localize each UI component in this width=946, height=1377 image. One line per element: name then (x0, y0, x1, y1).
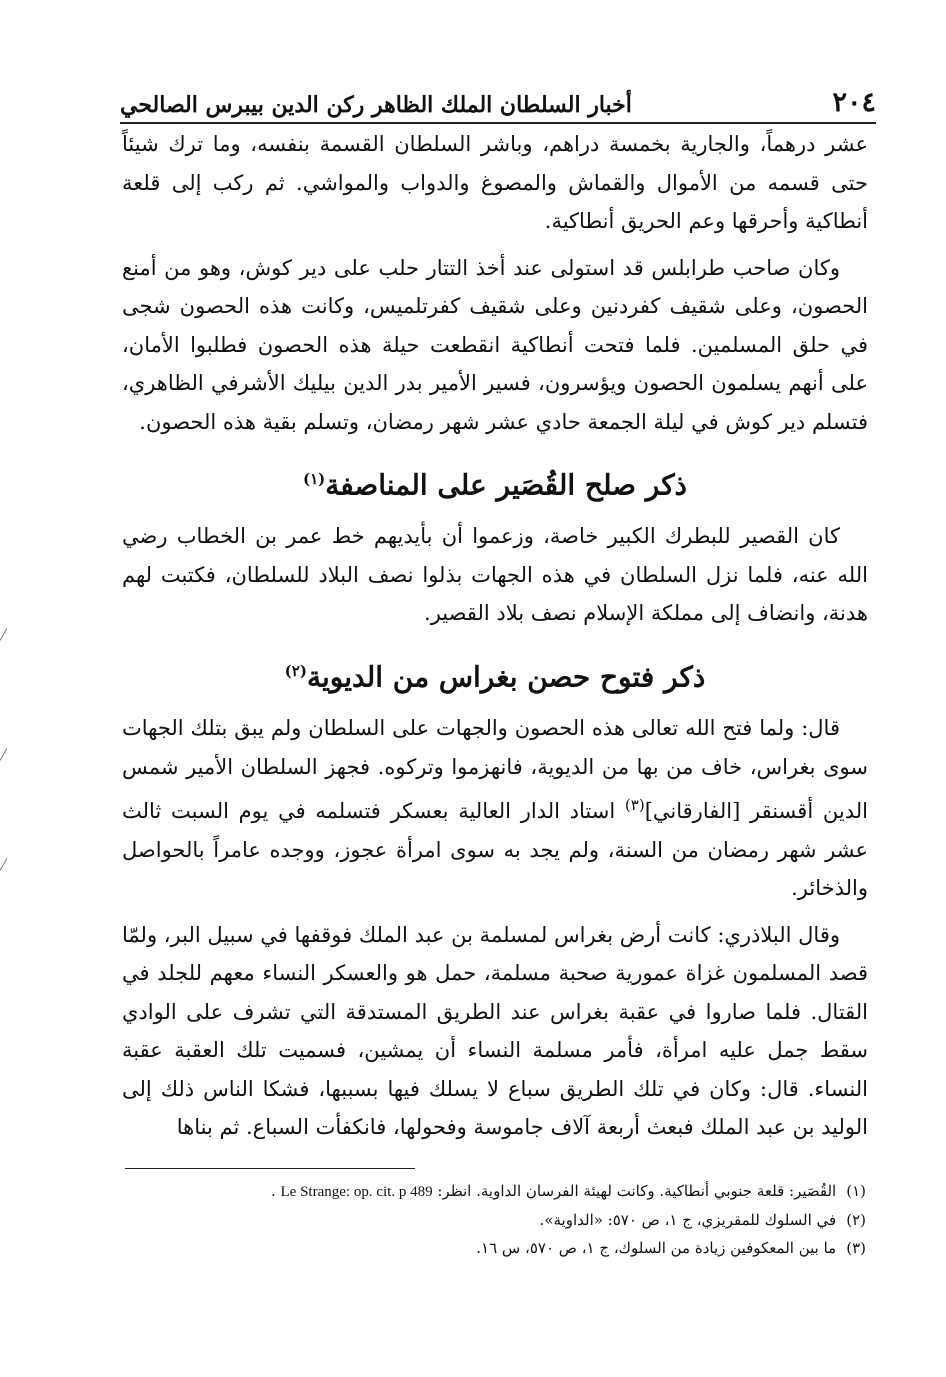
running-header (120, 72, 876, 124)
scan-margin-mark (0, 748, 7, 761)
footnote-3-text: ما بين المعكوفين زيادة من السلوك، ج ١، ص ٥٧٠، س ١٦. (476, 1239, 837, 1257)
section-heading-baghras (122, 647, 868, 701)
heading-qusayr-note: (١) (302, 470, 326, 488)
footnote-1-arabic: القُصَير: قلعة جنوبي أنطاكية. وكانت لهيئة الفرسان الداوية. انظر: (437, 1182, 837, 1200)
footnote-1-reference: Le Strange: op. cit. p 489 (280, 1184, 433, 1200)
footnote-3 (125, 1234, 866, 1262)
footnote-1-number: (١) (846, 1182, 866, 1200)
paragraph-5: وقال البلاذري: كانت أرض بغراس لمسلمة بن عبد الملك فوقفها في سبيل البر، ولمّا قصد المسلمون غزاة عمورية صحبة مسلمة، حمل هو والعسكر النساء معهم للجلد في القتال. فلما صاروا في عقبة بغراس عند الطريق المستدقة التي تشرف على الوادي سقط جمل عليه امرأة، فأمر مسلمة النساء أن يمشين، فسميت تلك العقبة عقبة النساء. قال: وكان في تلك الطريق سباع لا يسلك فيها بسببها، فشكا الناس ذلك إلى الوليد بن عبد الملك فبعث أربعة آلاف جاموسة وفحولها، فانكفأت السباع. ثم بناها (122, 922, 868, 1140)
running-title: أخبار السلطان الملك الظاهر ركن الدين بيبرس الصالحي (120, 92, 632, 118)
footnote-1 (125, 1177, 866, 1206)
scan-margin-mark (0, 858, 7, 871)
heading-qusayr-text: ذكر صلح القُصَير على المناصفة (325, 468, 688, 502)
footnote-2-text: في السلوك للمقريزي، ج ١، ص ٥٧٠: «الداوية». (539, 1211, 837, 1229)
footnote-1-end: . (270, 1182, 276, 1200)
scan-margin-mark (0, 628, 7, 641)
paragraph-4-note: (٣) (624, 796, 645, 815)
main-text (122, 125, 868, 1155)
footnotes (125, 1168, 866, 1262)
heading-baghras-note: (٢) (284, 661, 307, 680)
paragraph-4 (122, 709, 868, 908)
paragraph-3: كان القصير للبطرك الكبير خاصة، وزعموا أن بأيديهم خط عمر بن الخطاب رضي الله عنه، فلما نزل السلطان في هذه الجهات بذلوا نصف البلاد للسلطان، فكتبت لهم هدنة، وانضاف إلى مملكة الإسلام نصف بلاد القصير. (122, 524, 868, 626)
footnote-2 (125, 1206, 866, 1234)
paragraph-1: عشر درهماً، والجارية بخمسة دراهم، وباشر السلطان القسمة بنفسه، وما ترك شيئاً حتى قسمه من الأموال والقماش والمصوغ والدواب والمواشي. ثم ركب إلى قلعة أنطاكية وأحرقها وعم الحريق أنطاكية. (122, 132, 868, 233)
heading-baghras-text: ذكر فتوح حصن بغراس من الديوية (306, 660, 706, 694)
page-number: ٢٠٤ (832, 87, 876, 118)
footnote-3-number: (٣) (846, 1239, 866, 1257)
section-heading-qusayr (122, 455, 868, 509)
footnote-2-number: (٢) (846, 1211, 866, 1229)
footnote-1-text (271, 1177, 836, 1206)
paragraph-4-part-1: قال: ولما فتح الله تعالى هذه الحصون والجهات على السلطان ولم يبق بتلك الجهات سوى بغراس، خاف من بها من الديوية، فانهزموا وتركوه. فجهز السلطان الأمير شمس الدين أقسنقر [الفارقاني] (122, 716, 868, 824)
footnote-separator (125, 1168, 415, 1169)
paragraph-4-part-2: استاد الدار العالية بعسكر فتسلمه في يوم السبت ثالث عشر شهر رمضان من السنة، ولم يجد به سوى امرأة عجوز، ووجده عامراً بالحواصل والذخائر. (122, 799, 868, 901)
paragraph-2: وكان صاحب طرابلس قد استولى عند أخذ التتار حلب على دير كوش، وهو من أمنع الحصون، وعلى شقيف كفردنين وعلى شقيف كفرتلميس، وكانت هذه الحصون شجى في حلق المسلمين. فلما فتحت أنطاكية انقطعت حيلة هذه الحصون فطلبوا الأمان، على أنهم يسلمون الحصون ويؤسرون، فسير الأمير بدر الدين بيليك الأشرفي الظاهري، فتسلم دير كوش في ليلة الجمعة حادي عشر شهر رمضان، وتسلم بقية هذه الحصون. (122, 255, 868, 434)
